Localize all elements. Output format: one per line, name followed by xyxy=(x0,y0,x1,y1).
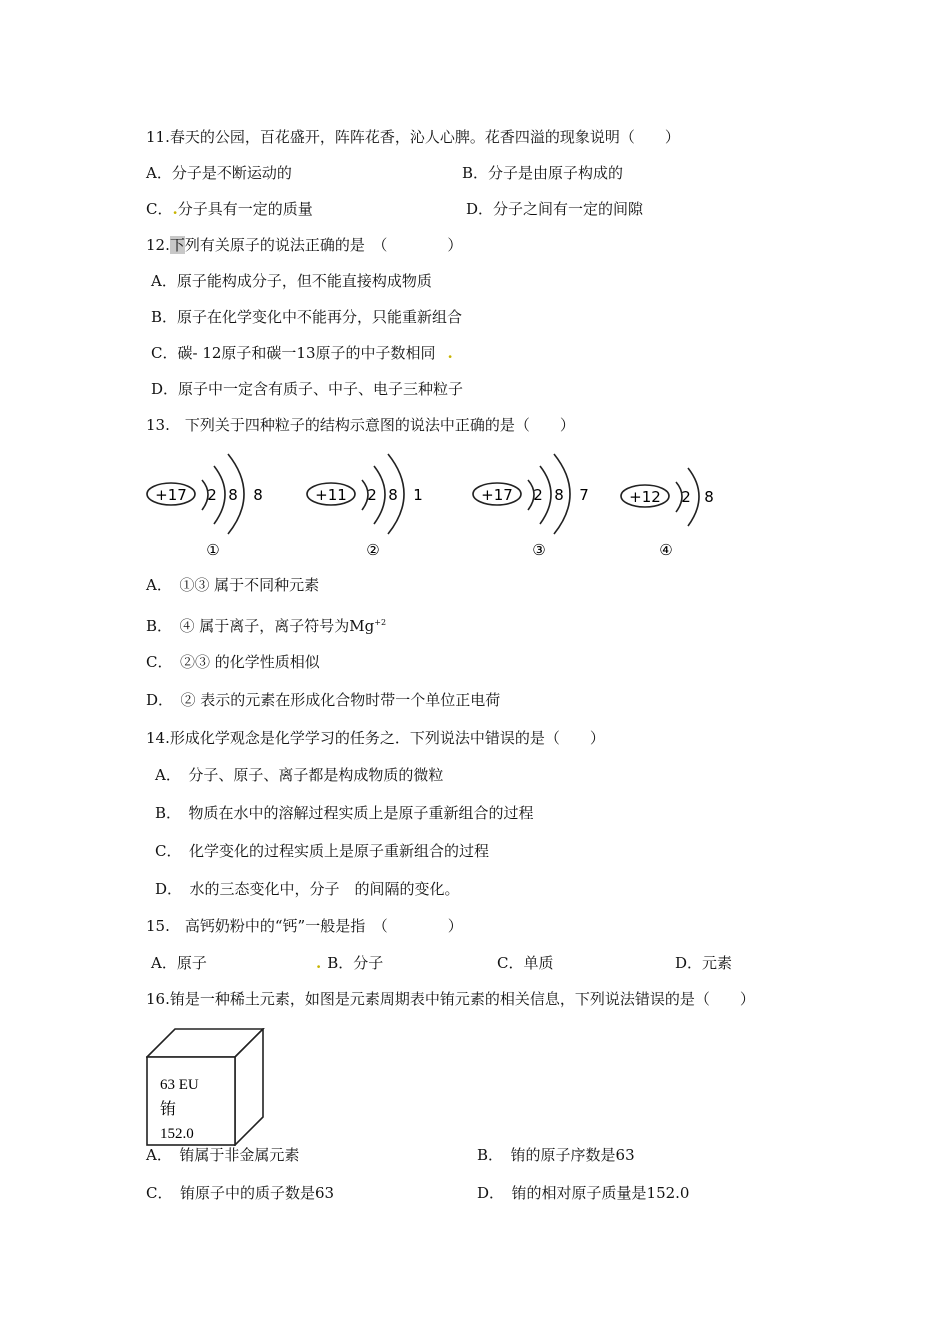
q11-option-c-prefix: C． xyxy=(146,200,173,218)
q14-option-d: D． 水的三态变化中，分子 的间隔的变化。 xyxy=(155,880,460,898)
atom-1-shell-2: 8 xyxy=(228,486,238,504)
atom-3-shell-2: 8 xyxy=(554,486,564,504)
q12-highlight: 下 xyxy=(169,236,185,254)
q11-option-c-text: 分子具有一定的质量 xyxy=(177,200,313,218)
q15-option-b-text: B．分子 xyxy=(327,954,384,972)
atom-2-shell-3: 1 xyxy=(413,486,423,504)
q15-option-b xyxy=(316,953,383,973)
atom-1-label: ① xyxy=(206,541,220,559)
atom-diagram-3 xyxy=(468,450,608,570)
q13-option-b-text: B． ④ 属于离子，离子符号为Mg xyxy=(146,617,375,635)
q12-stem xyxy=(146,235,462,255)
q13-option-b xyxy=(146,613,386,636)
q12-option-b: B．原子在化学变化中不能再分，只能重新组合 xyxy=(151,308,463,326)
atom-diagram-4 xyxy=(616,450,726,570)
atom-2-shell-2: 8 xyxy=(388,486,398,504)
dot-mark: . xyxy=(172,200,178,218)
atom-3-shell-3: 7 xyxy=(579,486,589,504)
q12-option-d: D．原子中一定含有质子、中子、电子三种粒子 xyxy=(151,380,464,398)
q12-option-c xyxy=(151,343,453,363)
dot-mark: . xyxy=(447,344,453,362)
atom-2-label: ② xyxy=(366,541,380,559)
q12-number: 12. xyxy=(146,236,170,254)
q16-stem: 16.铕是一种稀土元素，如图是元素周期表中铕元素的相关信息，下列说法错误的是（ ） xyxy=(146,990,755,1008)
atom-4-shell-2: 8 xyxy=(704,488,714,506)
atom-1-nucleus: +17 xyxy=(155,486,187,504)
q11-option-c xyxy=(146,199,313,219)
q15-stem: 15. 高钙奶粉中的“钙”一般是指 （ ） xyxy=(146,917,463,935)
atom-4-shell-1: 2 xyxy=(681,488,691,506)
atom-1-shell-3: 8 xyxy=(253,486,263,504)
q12-option-c-text: C．碳- 12原子和碳一13原子的中子数相同 xyxy=(151,344,436,362)
atom-3-label: ③ xyxy=(532,541,546,559)
q11-option-a: A．分子是不断运动的 xyxy=(146,164,292,182)
q14-stem: 14.形成化学观念是化学学习的任务之．下列说法中错误的是（ ） xyxy=(146,729,605,747)
element-number-symbol: 63 EU xyxy=(160,1077,199,1093)
atom-4-nucleus: +12 xyxy=(629,488,661,506)
atom-2-nucleus: +11 xyxy=(315,486,347,504)
q16-option-b: B． 铕的原子序数是63 xyxy=(477,1146,635,1164)
atom-diagram-2 xyxy=(302,450,442,570)
q15-option-a: A．原子 xyxy=(151,954,207,972)
q16-option-d: D． 铕的相对原子质量是152.0 xyxy=(477,1184,690,1202)
q13-option-d: D． ② 表示的元素在形成化合物时带一个单位正电荷 xyxy=(146,691,501,709)
atom-3-shell-1: 2 xyxy=(533,486,543,504)
q12-option-a: A．原子能构成分子，但不能直接构成物质 xyxy=(151,272,432,290)
atom-4-label: ④ xyxy=(659,541,673,559)
element-cell-europium xyxy=(146,1028,266,1146)
q14-option-c: C． 化学变化的过程实质上是原子重新组合的过程 xyxy=(155,842,489,860)
q13-option-a: A． ①③ 属于不同种元素 xyxy=(146,576,320,594)
element-mass: 152.0 xyxy=(160,1126,194,1142)
q11-option-d: D．分子之间有一定的间隙 xyxy=(466,200,644,218)
q16-option-a: A． 铕属于非金属元素 xyxy=(146,1146,300,1164)
q14-option-b: B． 物质在水中的溶解过程实质上是原子重新组合的过程 xyxy=(155,804,534,822)
q13-stem: 13. 下列关于四种粒子的结构示意图的说法中正确的是（ ） xyxy=(146,416,575,434)
q14-option-a: A． 分子、原子、离子都是构成物质的微粒 xyxy=(155,766,444,784)
q15-option-d: D．元素 xyxy=(675,954,733,972)
q11-stem: 11.春天的公园，百花盛开，阵阵花香，沁人心脾。花香四溢的现象说明（ ） xyxy=(146,128,680,146)
atom-1-shell-1: 2 xyxy=(207,486,217,504)
q11-option-b: B．分子是由原子构成的 xyxy=(462,164,624,182)
q13-option-c: C． ②③ 的化学性质相似 xyxy=(146,653,320,671)
element-name: 铕 xyxy=(160,1099,177,1118)
q13-option-b-charge: +2 xyxy=(374,618,387,627)
q12-stem-rest: 列有关原子的说法正确的是 （ ） xyxy=(184,236,463,254)
dot-mark: . xyxy=(316,954,322,972)
atom-2-shell-1: 2 xyxy=(367,486,377,504)
atom-diagram-1 xyxy=(142,450,282,570)
q16-option-c: C． 铕原子中的质子数是63 xyxy=(146,1184,335,1202)
atom-3-nucleus: +17 xyxy=(481,486,513,504)
q15-option-c: C．单质 xyxy=(497,954,554,972)
